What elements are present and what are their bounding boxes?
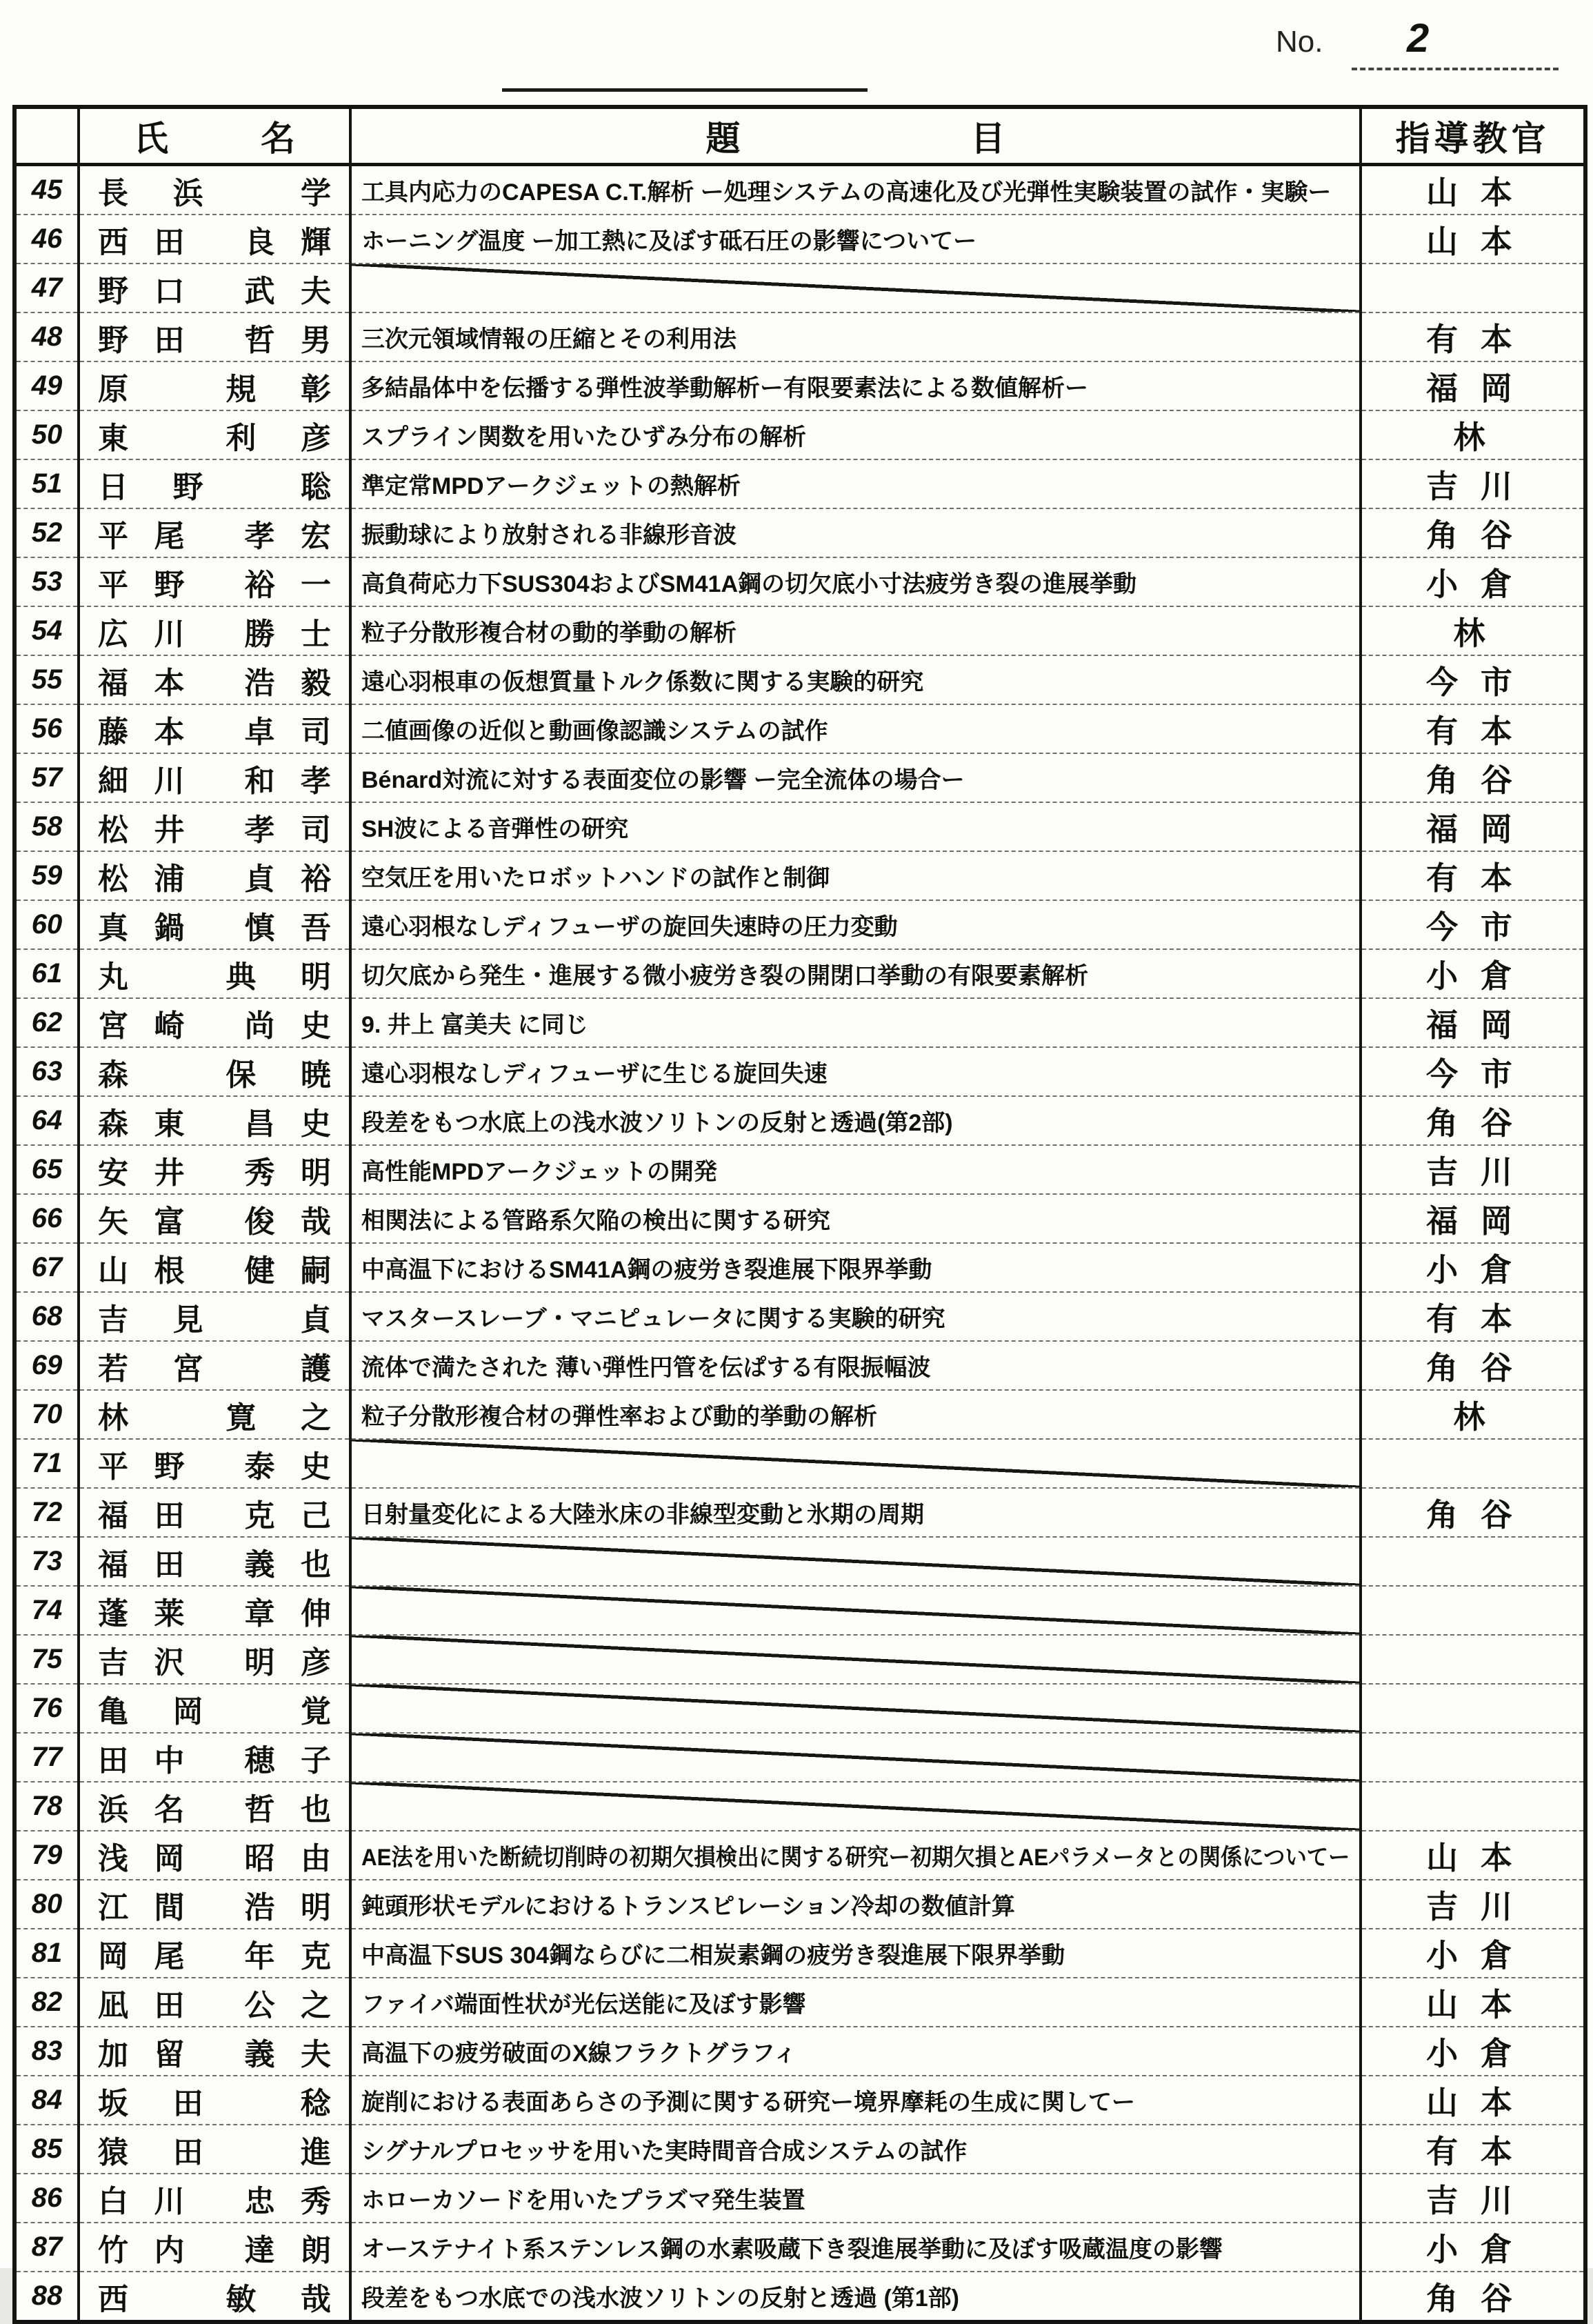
table-row	[14, 1194, 1585, 1243]
table-row	[14, 2076, 1585, 2125]
row-number: 66	[14, 1194, 79, 1243]
thesis-title	[350, 2027, 1361, 2076]
student-name: 松井 孝司	[79, 802, 350, 851]
row-number: 77	[14, 1733, 79, 1782]
row-number: 71	[14, 1439, 79, 1488]
advisor-name: 今 市	[1361, 655, 1585, 704]
table-header	[14, 107, 1585, 165]
advisor-name	[1361, 264, 1585, 312]
table-row	[14, 1586, 1585, 1635]
thesis-title-text: 段差をもつ水底上の浅水波ソリトンの反射と透過(第2部)	[361, 1110, 953, 1136]
thesis-title	[350, 606, 1361, 655]
row-number: 82	[14, 1978, 79, 2027]
student-name: 細川 和孝	[79, 753, 350, 802]
thesis-title	[350, 410, 1361, 459]
row-number: 47	[14, 264, 79, 312]
student-name: 田中 穂子	[79, 1733, 350, 1782]
thesis-title	[350, 1733, 1361, 1782]
student-name: 安井 秀明	[79, 1145, 350, 1194]
row-number: 73	[14, 1537, 79, 1586]
advisor-name: 角 谷	[1361, 508, 1585, 557]
thesis-title-text: 二値画像の近似と動画像認識システムの試作	[361, 718, 828, 744]
header-advisor: 指導教官	[1361, 107, 1585, 165]
advisor-name: 小 倉	[1361, 949, 1585, 998]
advisor-name: 角 谷	[1361, 1488, 1585, 1537]
student-name: 東 利彦	[79, 410, 350, 459]
header-title: 題 目	[350, 107, 1361, 165]
table-body	[14, 165, 1585, 2323]
advisor-name: 今 市	[1361, 900, 1585, 949]
thesis-title-text: ホローカソードを用いたプラズマ発生装置	[361, 2187, 805, 2214]
thesis-title	[350, 264, 1361, 312]
student-name: 矢富 俊哉	[79, 1194, 350, 1243]
thesis-title-text: 高負荷応力下SUS304およびSM41A鋼の切欠底小寸法疲労き裂の進展挙動	[361, 571, 1137, 597]
row-number: 59	[14, 851, 79, 900]
student-name: 山根 健嗣	[79, 1243, 350, 1292]
table-row	[14, 2272, 1585, 2322]
table-row	[14, 165, 1585, 215]
thesis-title	[350, 508, 1361, 557]
row-number: 55	[14, 655, 79, 704]
top-horizontal-rule	[502, 88, 868, 92]
advisor-name: 山 本	[1361, 1978, 1585, 2027]
row-number: 62	[14, 998, 79, 1047]
student-name: 林 寛之	[79, 1390, 350, 1439]
student-name: 丸 典明	[79, 949, 350, 998]
page-number-block	[1276, 15, 1565, 77]
thesis-title-text: 段差をもつ水底での浅水波ソリトンの反射と透過 (第1部)	[361, 2285, 959, 2312]
row-number: 48	[14, 312, 79, 361]
table-row	[14, 508, 1585, 557]
thesis-title	[350, 900, 1361, 949]
advisor-name: 角 谷	[1361, 753, 1585, 802]
thesis-title	[350, 704, 1361, 753]
thesis-title-text: 高温下の疲労破面のX線フラクトグラフィ	[361, 2040, 797, 2067]
advisor-name	[1361, 1439, 1585, 1488]
student-name: 森東 昌史	[79, 1096, 350, 1145]
student-name: 福田 義也	[79, 1537, 350, 1586]
thesis-title-text: Bénard対流に対する表面変位の影響 ー完全流体の場合ー	[361, 767, 965, 793]
thesis-title-text: マスタースレーブ・マニピュレータに関する実験的研究	[361, 1306, 945, 1332]
table-row	[14, 1782, 1585, 1831]
advisor-name: 山 本	[1361, 1831, 1585, 1880]
row-number: 60	[14, 900, 79, 949]
table-row	[14, 557, 1585, 606]
student-name: 竹内 達朗	[79, 2223, 350, 2272]
row-number: 86	[14, 2174, 79, 2223]
thesis-title	[350, 998, 1361, 1047]
advisor-name: 角 谷	[1426, 2280, 1519, 2316]
thesis-title	[350, 1390, 1361, 1439]
advisor-name: 林	[1361, 410, 1585, 459]
header-name: 氏 名	[79, 107, 350, 165]
row-number: 84	[14, 2076, 79, 2125]
table-row	[14, 1684, 1585, 1733]
student-name: 猿田 進	[79, 2125, 350, 2174]
student-name: 野口 武夫	[79, 264, 350, 312]
thesis-title	[350, 851, 1361, 900]
advisor-name: 福 岡	[1361, 1194, 1585, 1243]
table-row	[14, 1145, 1585, 1194]
row-number: 80	[14, 1880, 79, 1929]
table-row	[14, 2027, 1585, 2076]
advisor-name	[1361, 1733, 1585, 1782]
student-name: 浅岡 昭由	[79, 1831, 350, 1880]
advisor-name: 今 市	[1361, 1047, 1585, 1096]
advisor-name: 吉 川	[1361, 1145, 1585, 1194]
student-name: 真鍋 慎吾	[79, 900, 350, 949]
student-name: 平尾 孝宏	[79, 508, 350, 557]
student-name: 西田 良輝	[79, 215, 350, 264]
row-number: 68	[14, 1292, 79, 1341]
student-name: 平野 裕一	[79, 557, 350, 606]
table-row	[14, 459, 1585, 508]
row-number: 74	[14, 1586, 79, 1635]
advisor-name: 林	[1361, 1390, 1585, 1439]
thesis-title-text: 切欠底から発生・進展する微小疲労き裂の開閉口挙動の有限要素解析	[361, 963, 1088, 989]
thesis-title-text: 遠心羽根車の仮想質量トルク係数に関する実験的研究	[361, 669, 924, 695]
row-number: 83	[14, 2027, 79, 2076]
row-number: 70	[14, 1390, 79, 1439]
student-name: 若宮 護	[79, 1341, 350, 1390]
thesis-title-text: AE法を用いた断続切削時の初期欠損検出に関する研究ー初期欠損とAEパラメータとの関係についてー	[361, 1845, 1350, 1871]
advisor-name	[1361, 1684, 1585, 1733]
student-name: 吉見 貞	[79, 1292, 350, 1341]
row-number: 63	[14, 1047, 79, 1096]
table-row	[14, 1880, 1585, 1929]
student-name: 凪田 公之	[79, 1978, 350, 2027]
thesis-title	[350, 1537, 1361, 1586]
row-number: 45	[14, 165, 79, 215]
advisor-name: 吉 川	[1361, 2174, 1585, 2223]
thesis-title-text: 遠心羽根なしディフューザに生じる旋回失速	[361, 1061, 828, 1087]
thesis-title-text: ホーニング温度 ー加工熱に及ぼす砥石圧の影響についてー	[361, 228, 977, 255]
advisor-name: 林	[1361, 606, 1585, 655]
table-row	[14, 851, 1585, 900]
table-row	[14, 802, 1585, 851]
thesis-title-text: 流体で満たされた 薄い弾性円管を伝ぱする有限振幅波	[361, 1355, 931, 1381]
advisor-name: 有 本	[1361, 1292, 1585, 1341]
thesis-title-text: 三次元領域情報の圧縮とその利用法	[361, 326, 737, 352]
thesis-title-text: 日射量変化による大陸氷床の非線型変動と氷期の周期	[361, 1502, 924, 1528]
thesis-title	[350, 557, 1361, 606]
header-number	[14, 107, 79, 165]
table-row	[14, 1929, 1585, 1978]
advisor-name: 角 谷	[1361, 1341, 1585, 1390]
thesis-title	[350, 1439, 1361, 1488]
row-number: 54	[14, 606, 79, 655]
table-row	[14, 1733, 1585, 1782]
row-number: 53	[14, 557, 79, 606]
table-row	[14, 1978, 1585, 2027]
thesis-title	[350, 753, 1361, 802]
page-number-underline	[1352, 68, 1559, 70]
row-number: 72	[14, 1488, 79, 1537]
row-number: 75	[14, 1635, 79, 1684]
row-number: 52	[14, 508, 79, 557]
student-name: 岡尾 年克	[79, 1929, 350, 1978]
advisor-name: 福 岡	[1361, 361, 1585, 410]
row-number: 81	[14, 1929, 79, 1978]
table-row	[14, 312, 1585, 361]
table-row	[14, 1047, 1585, 1096]
advisor-name: 有 本	[1361, 312, 1585, 361]
table-row	[14, 900, 1585, 949]
student-name: 宮崎 尚史	[79, 998, 350, 1047]
row-number: 88	[14, 2272, 79, 2322]
row-number: 58	[14, 802, 79, 851]
thesis-title-text: 高性能MPDアークジェットの開発	[361, 1159, 717, 1185]
thesis-title	[350, 165, 1361, 215]
thesis-title	[350, 1145, 1361, 1194]
advisor-name: 有 本	[1361, 704, 1585, 753]
student-name: 浜名 哲也	[79, 1782, 350, 1831]
advisor-name: 小 倉	[1361, 1929, 1585, 1978]
thesis-title-text: 粒子分散形複合材の動的挙動の解析	[361, 620, 737, 646]
thesis-title	[350, 2076, 1361, 2125]
thesis-title	[350, 802, 1361, 851]
student-name: 森 保暁	[79, 1047, 350, 1096]
advisor-name: 有 本	[1361, 851, 1585, 900]
row-number: 57	[14, 753, 79, 802]
student-name: 坂田 稔	[79, 2076, 350, 2125]
row-number: 85	[14, 2125, 79, 2174]
row-number: 78	[14, 1782, 79, 1831]
thesis-title	[350, 949, 1361, 998]
thesis-title-text: 遠心羽根なしディフューザの旋回失速時の圧力変動	[361, 914, 898, 940]
student-name: 原 規彰	[79, 361, 350, 410]
student-name: 福本 浩毅	[79, 655, 350, 704]
student-name: 加留 義夫	[79, 2027, 350, 2076]
student-name: 吉沢 明彦	[79, 1635, 350, 1684]
thesis-title-text: 相関法による管路系欠陥の検出に関する研究	[361, 1208, 830, 1234]
table-row	[14, 704, 1585, 753]
thesis-title	[350, 1586, 1361, 1635]
thesis-title-text: 旋削における表面あらさの予測に関する研究ー境界摩耗の生成に関してー	[361, 2089, 1135, 2116]
thesis-title	[350, 1047, 1361, 1096]
thesis-title	[350, 1831, 1361, 1880]
student-name: 広川 勝士	[79, 606, 350, 655]
row-number: 76	[14, 1684, 79, 1733]
student-name: 松浦 貞裕	[79, 851, 350, 900]
table-row	[14, 1488, 1585, 1537]
thesis-title	[350, 215, 1361, 264]
thesis-title-text: オーステナイト系ステンレス鋼の水素吸蔵下き裂進展挙動に及ぼす吸蔵温度の影響	[361, 2236, 1223, 2263]
advisor-name: 山 本	[1361, 165, 1585, 215]
thesis-title	[350, 1488, 1361, 1537]
thesis-title	[350, 1096, 1361, 1145]
student-name: 藤本 卓司	[79, 704, 350, 753]
thesis-title	[350, 1978, 1361, 2027]
table-row	[14, 1537, 1585, 1586]
table-row	[14, 655, 1585, 704]
thesis-title	[350, 1880, 1361, 1929]
table-row	[14, 1096, 1585, 1145]
student-name: 長浜 学	[79, 165, 350, 215]
row-number: 69	[14, 1341, 79, 1390]
advisor-name	[1361, 1635, 1585, 1684]
thesis-title	[350, 1341, 1361, 1390]
thesis-title	[350, 2174, 1361, 2223]
table-row	[14, 1635, 1585, 1684]
advisor-name: 角 谷	[1361, 1096, 1585, 1145]
advisor-name: 山 本	[1361, 215, 1585, 264]
advisor-name: 小 倉	[1361, 2027, 1585, 2076]
row-number: 61	[14, 949, 79, 998]
thesis-title	[350, 1194, 1361, 1243]
page-number-label: No.	[1276, 25, 1323, 59]
thesis-title	[350, 312, 1361, 361]
table-row	[14, 2223, 1585, 2272]
advisor-name: 吉 川	[1361, 1880, 1585, 1929]
thesis-title	[350, 655, 1361, 704]
advisor-name: 吉 川	[1361, 459, 1585, 508]
table-row	[14, 1439, 1585, 1488]
student-name: 西 敏哉	[79, 2272, 350, 2322]
row-number: 67	[14, 1243, 79, 1292]
advisor-name	[1361, 1537, 1585, 1586]
table-row	[14, 1243, 1585, 1292]
table-row	[14, 1341, 1585, 1390]
student-name: 江間 浩明	[79, 1880, 350, 1929]
thesis-title-text: 9. 井上 富美夫 に同じ	[361, 1012, 588, 1038]
table-row	[14, 361, 1585, 410]
thesis-title	[350, 1635, 1361, 1684]
student-name: 日野 聡	[79, 459, 350, 508]
advisor-name	[1361, 1586, 1585, 1635]
thesis-title-text: シグナルプロセッサを用いた実時間音合成システムの試作	[361, 2138, 968, 2165]
student-name: 平野 泰史	[79, 1439, 350, 1488]
thesis-title	[350, 2125, 1361, 2174]
page-number-value: 2	[1407, 16, 1430, 61]
advisor-name: 福 岡	[1361, 802, 1585, 851]
thesis-title-text: 鈍頭形状モデルにおけるトランスピレーション冷却の数値計算	[361, 1894, 1015, 1920]
thesis-title-text: 中高温下SUS 304鋼ならびに二相炭素鋼の疲労き裂進展下限界挙動	[361, 1943, 1065, 1969]
thesis-title-text: 空気圧を用いたロボットハンドの試作と制御	[361, 865, 830, 891]
table-row	[14, 264, 1585, 312]
row-number: 79	[14, 1831, 79, 1880]
thesis-title	[350, 2272, 1361, 2322]
table-row	[14, 606, 1585, 655]
thesis-title	[350, 1684, 1361, 1733]
thesis-title	[350, 361, 1361, 410]
row-number: 46	[14, 215, 79, 264]
table-row	[14, 1292, 1585, 1341]
advisor-name	[1361, 1782, 1585, 1831]
table-row	[14, 2174, 1585, 2223]
table-row	[14, 215, 1585, 264]
table-row	[14, 1390, 1585, 1439]
thesis-title	[350, 459, 1361, 508]
thesis-title-text: 多結晶体中を伝播する弾性波挙動解析ー有限要素法による数値解析ー	[361, 375, 1088, 401]
advisor-name: 小 倉	[1361, 1243, 1585, 1292]
thesis-title-text: 工具内応力のCAPESA C.T.解析 ー処理システムの高速化及び光弾性実験装置の試作・実験ー	[361, 179, 1332, 206]
advisor-name: 小 倉	[1361, 557, 1585, 606]
advisor-name: 小 倉	[1361, 2223, 1585, 2272]
row-number: 65	[14, 1145, 79, 1194]
thesis-title-text: SH波による音弾性の研究	[361, 816, 629, 842]
student-name: 亀岡 覚	[79, 1684, 350, 1733]
advisor-name: 福 岡	[1361, 998, 1585, 1047]
advisor-name: 山 本	[1361, 2076, 1585, 2125]
table-row	[14, 949, 1585, 998]
row-number: 87	[14, 2223, 79, 2272]
student-name: 野田 哲男	[79, 312, 350, 361]
thesis-title-text: 振動球により放射される非線形音波	[361, 522, 737, 548]
thesis-title-text: 粒子分散形複合材の弾性率および動的挙動の解析	[361, 1404, 877, 1430]
table-row	[14, 753, 1585, 802]
thesis-title	[350, 1782, 1361, 1831]
thesis-title	[350, 2223, 1361, 2272]
thesis-title-text: ファイバ端面性状が光伝送能に及ぼす影響	[361, 1992, 806, 2018]
row-number: 50	[14, 410, 79, 459]
table-row	[14, 998, 1585, 1047]
thesis-table	[12, 105, 1587, 2324]
table-row	[14, 410, 1585, 459]
student-name: 福田 克己	[79, 1488, 350, 1537]
row-number: 56	[14, 704, 79, 753]
student-name: 蓬莱 章伸	[79, 1586, 350, 1635]
thesis-title	[350, 1929, 1361, 1978]
row-number: 49	[14, 361, 79, 410]
table-row	[14, 2125, 1585, 2174]
thesis-title	[350, 1243, 1361, 1292]
student-name: 白川 忠秀	[79, 2174, 350, 2223]
thesis-title-text: 準定常MPDアークジェットの熱解析	[361, 473, 741, 499]
thesis-title-text: スプライン関数を用いたひずみ分布の解析	[361, 424, 806, 450]
row-number: 51	[14, 459, 79, 508]
advisor-name: 有 本	[1361, 2125, 1585, 2174]
thesis-title-text: 中高温下におけるSM41A鋼の疲労き裂進展下限界挙動	[361, 1257, 932, 1283]
table-row	[14, 1831, 1585, 1880]
thesis-title	[350, 1292, 1361, 1341]
row-number: 64	[14, 1096, 79, 1145]
